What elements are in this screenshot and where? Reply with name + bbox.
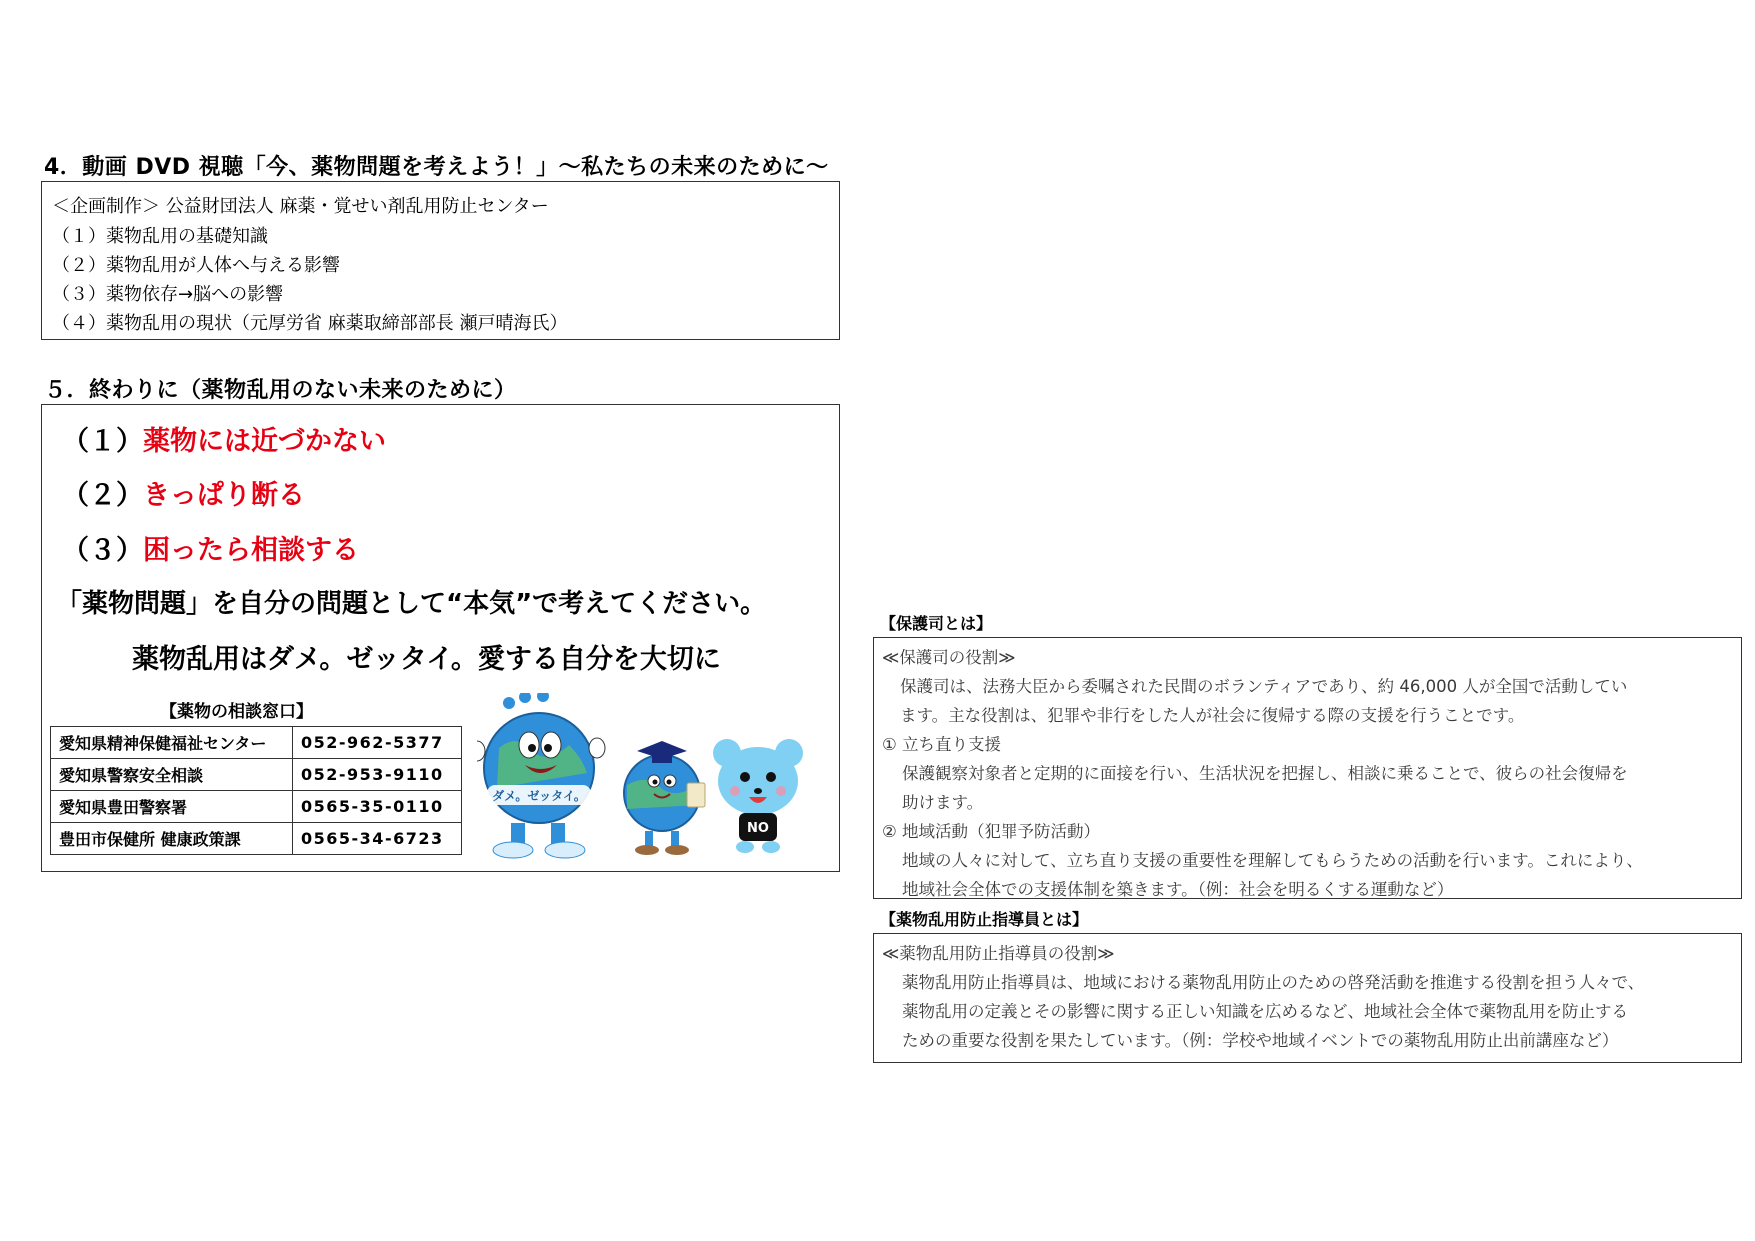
section4-heading: 4．動画 DVD 視聴「今、薬物問題を考えよう！」～私たちの未来のために～ — [44, 155, 829, 180]
dvd-topic-4: （４）薬物乱用の現状（元厚労省 麻薬取締部部長 瀬戸晴海氏） — [52, 313, 568, 334]
message: 「薬物問題」を自分の問題として“本気”で考えてください。 — [56, 589, 767, 619]
contact-name: 愛知県豊田警察署 — [51, 791, 293, 823]
contacts-title: 【薬物の相談窓口】 — [160, 702, 313, 722]
globe-mascot-small — [624, 741, 705, 855]
hogoshi-item-1: ① 立ち直り支援 — [882, 735, 1002, 754]
globe-slogan: ダメ。ゼッタイ。 — [492, 789, 586, 803]
contact-phone: 052-962-5377 — [293, 727, 462, 759]
hogoshi-item-2: ② 地域活動（犯罪予防活動） — [882, 822, 1101, 841]
table-row — [51, 727, 462, 759]
point-1-text: 薬物には近づかない — [143, 426, 386, 457]
mascot-illustration — [477, 693, 822, 863]
point-2 — [62, 473, 305, 512]
closing-box — [41, 404, 840, 872]
contact-name: 豊田市保健所 健康政策課 — [51, 823, 293, 855]
point-2-text: きっぱり断る — [143, 480, 305, 511]
globe-mascot-large — [477, 693, 605, 858]
dvd-topic-2: （２）薬物乱用が人体へ与える影響 — [52, 255, 340, 276]
point-3-number: （３） — [62, 535, 143, 566]
table-row — [51, 759, 462, 791]
bear-mascot — [713, 739, 803, 853]
contact-name: 愛知県警察安全相談 — [51, 759, 293, 791]
table-row — [51, 823, 462, 855]
shidoin-role-title: ≪薬物乱用防止指導員の役割≫ — [882, 944, 1115, 963]
hogoshi-line-2: ます。主な役割は、犯罪や非行をした人が社会に復帰する際の支援を行うことです。 — [900, 706, 1525, 725]
hogoshi-line-4: 助けます。 — [902, 793, 984, 812]
point-1-number: （１） — [62, 426, 143, 457]
point-2-number: （２） — [62, 480, 143, 511]
contact-phone: 0565-35-0110 — [293, 791, 462, 823]
shidoin-box — [873, 933, 1742, 1063]
dvd-topic-3: （３）薬物依存→脳への影響 — [52, 284, 284, 305]
contact-phone: 052-953-9110 — [293, 759, 462, 791]
section5-heading: ５．終わりに（薬物乱用のない未来のために） — [44, 378, 517, 403]
shidoin-line-2: 薬物乱用の定義とその影響に関する正しい知識を広めるなど、地域社会全体で薬物乱用を防止する — [902, 1002, 1628, 1021]
point-1 — [62, 419, 386, 458]
point-3-text: 困ったら相談する — [143, 535, 359, 566]
contacts-table — [50, 726, 462, 855]
table-row — [51, 791, 462, 823]
hogoshi-role-title: ≪保護司の役割≫ — [882, 648, 1016, 667]
hogoshi-line-5: 地域の人々に対して、立ち直り支援の重要性を理解してもらうための活動を行います。これにより、 — [902, 851, 1643, 870]
shidoin-tag: 【薬物乱用防止指導員とは】 — [880, 910, 1089, 929]
hogoshi-tag: 【保護司とは】 — [880, 614, 993, 633]
slogan: 薬物乱用はダメ。ゼッタイ。愛する自分を大切に — [132, 644, 721, 675]
shidoin-line-3: ための重要な役割を果たしています。（例：学校や地域イベントでの薬物乱用防止出前講座など） — [902, 1031, 1619, 1050]
bear-shirt-text: NO — [747, 821, 769, 836]
point-3 — [62, 528, 359, 567]
contact-phone: 0565-34-6723 — [293, 823, 462, 855]
hogoshi-line-6: 地域社会全体での支援体制を築きます。（例：社会を明るくする運動など） — [902, 880, 1454, 899]
dvd-topic-1: （１）薬物乱用の基礎知識 — [52, 226, 268, 247]
hogoshi-line-1: 保護司は、法務大臣から委嘱された民間のボランティアであり、約 46,000 人が全国で活動してい — [900, 677, 1628, 696]
hogoshi-line-3: 保護観察対象者と定期的に面接を行い、生活状況を把握し、相談に乗ることで、彼らの社会復帰を — [902, 764, 1628, 783]
shidoin-line-1: 薬物乱用防止指導員は、地域における薬物乱用防止のための啓発活動を推進する役割を担う人々で、 — [902, 973, 1645, 992]
contact-name: 愛知県精神保健福祉センター — [51, 727, 293, 759]
hogoshi-box — [873, 637, 1742, 899]
dvd-producer: ＜企画制作＞ 公益財団法人 麻薬・覚せい剤乱用防止センター — [52, 196, 549, 217]
dvd-info-box — [41, 181, 840, 340]
